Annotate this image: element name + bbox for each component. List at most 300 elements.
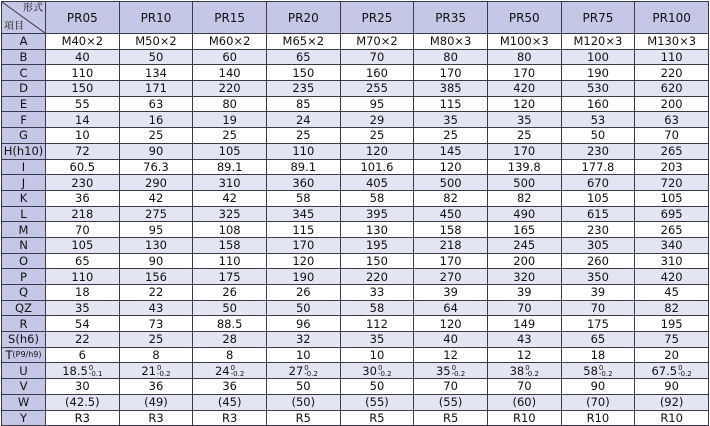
table-row xyxy=(2,347,709,363)
table-cell: 450 xyxy=(414,206,488,222)
dimension-table xyxy=(1,1,709,426)
table-row xyxy=(2,363,709,379)
table-cell: M100×3 xyxy=(487,34,561,50)
table-cell: (45) xyxy=(193,394,267,410)
row-label: L xyxy=(2,206,46,222)
row-label-fit: (P9/h9) xyxy=(12,350,42,360)
table-cell: 177.8 xyxy=(561,159,635,175)
table-cell: 18.5 0 -0.1 xyxy=(46,363,120,379)
table-cell: 25 xyxy=(414,128,488,144)
table-cell: 170 xyxy=(414,65,488,81)
table-cell: 70 xyxy=(414,379,488,395)
table-cell: 490 xyxy=(487,206,561,222)
table-cell: M120×3 xyxy=(561,34,635,50)
table-cell: 25 xyxy=(193,128,267,144)
table-cell: 50 xyxy=(119,49,193,65)
table-row xyxy=(2,222,709,238)
table-cell: 170 xyxy=(414,253,488,269)
table-cell: 25 xyxy=(340,128,414,144)
table-cell: 325 xyxy=(193,206,267,222)
table-row xyxy=(2,190,709,206)
row-label: W xyxy=(2,394,46,410)
table-row xyxy=(2,410,709,426)
table-cell: 63 xyxy=(635,112,709,128)
table-cell: M80×3 xyxy=(414,34,488,50)
corner-cell xyxy=(2,2,46,34)
table-cell: 105 xyxy=(635,190,709,206)
table-cell: 90 xyxy=(561,379,635,395)
table-cell: 24 xyxy=(266,112,340,128)
table-cell: 165 xyxy=(487,222,561,238)
table-cell: 80 xyxy=(414,49,488,65)
table-cell: 50 xyxy=(266,379,340,395)
table-cell: 25 xyxy=(119,128,193,144)
table-row xyxy=(2,143,709,159)
table-cell: 40 xyxy=(414,332,488,348)
table-row xyxy=(2,112,709,128)
table-cell: 90 xyxy=(119,143,193,159)
table-cell: 200 xyxy=(635,96,709,112)
table-cell: 405 xyxy=(340,175,414,191)
table-cell: 235 xyxy=(266,81,340,97)
column-header: PR05 xyxy=(46,2,120,34)
tolerance: 0 -0.2 xyxy=(678,364,692,379)
row-label: F xyxy=(2,112,46,128)
table-cell: 265 xyxy=(635,222,709,238)
row-label: G xyxy=(2,128,46,144)
table-cell: 67.5 0 -0.2 xyxy=(635,363,709,379)
table-cell: 110 xyxy=(46,269,120,285)
table-cell: M65×2 xyxy=(266,34,340,50)
table-cell: 275 xyxy=(119,206,193,222)
row-label: K xyxy=(2,190,46,206)
table-cell: 385 xyxy=(414,81,488,97)
table-cell: 195 xyxy=(635,316,709,332)
table-cell: R3 xyxy=(119,410,193,426)
table-cell: 43 xyxy=(119,300,193,316)
table-row xyxy=(2,332,709,348)
table-cell: 720 xyxy=(635,175,709,191)
table-cell: 160 xyxy=(561,96,635,112)
row-label: E xyxy=(2,96,46,112)
table-cell: 75 xyxy=(635,332,709,348)
table-cell: (60) xyxy=(487,394,561,410)
table-row xyxy=(2,269,709,285)
table-cell: 76.3 xyxy=(119,159,193,175)
row-label: B xyxy=(2,49,46,65)
table-cell: 21 0 -0.2 xyxy=(119,363,193,379)
table-cell: 105 xyxy=(561,190,635,206)
table-cell: 70 xyxy=(340,49,414,65)
table-cell: 14 xyxy=(46,112,120,128)
table-cell: 218 xyxy=(46,206,120,222)
table-cell: 105 xyxy=(193,143,267,159)
row-label: QZ xyxy=(2,300,46,316)
table-cell: 110 xyxy=(46,65,120,81)
table-cell: 85 xyxy=(266,96,340,112)
table-cell: 190 xyxy=(266,269,340,285)
corner-item-label: 項目 xyxy=(4,21,24,32)
table-cell: 134 xyxy=(119,65,193,81)
table-cell: 35 xyxy=(487,112,561,128)
table-cell: R3 xyxy=(193,410,267,426)
column-header: PR100 xyxy=(635,2,709,34)
table-cell: 58 xyxy=(340,300,414,316)
table-cell: 145 xyxy=(414,143,488,159)
table-cell: 500 xyxy=(487,175,561,191)
table-row xyxy=(2,159,709,175)
table-cell: 50 xyxy=(266,300,340,316)
table-cell: 200 xyxy=(487,253,561,269)
table-row xyxy=(2,285,709,301)
table-cell: 70 xyxy=(561,300,635,316)
row-label: T(P9/h9) xyxy=(2,347,46,363)
table-cell: 29 xyxy=(340,112,414,128)
table-row xyxy=(2,300,709,316)
table-cell: 130 xyxy=(340,222,414,238)
table-cell: 55 xyxy=(46,96,120,112)
table-cell: 140 xyxy=(193,65,267,81)
table-cell: 30 xyxy=(46,379,120,395)
table-cell: 105 xyxy=(46,237,120,253)
table-cell: M70×2 xyxy=(340,34,414,50)
table-cell: 65 xyxy=(46,253,120,269)
table-cell: 670 xyxy=(561,175,635,191)
column-header: PR10 xyxy=(119,2,193,34)
table-cell: 620 xyxy=(635,81,709,97)
table-cell: 310 xyxy=(193,175,267,191)
table-cell: 90 xyxy=(119,253,193,269)
table-cell: 290 xyxy=(119,175,193,191)
table-cell: 42 xyxy=(193,190,267,206)
table-cell: 32 xyxy=(266,332,340,348)
table-cell: R5 xyxy=(340,410,414,426)
table-cell: 53 xyxy=(561,112,635,128)
corner-model-label: 形式 xyxy=(23,3,43,14)
table-cell: 30 0 -0.2 xyxy=(340,363,414,379)
table-cell: 149 xyxy=(487,316,561,332)
table-cell: 260 xyxy=(561,253,635,269)
table-cell: (55) xyxy=(414,394,488,410)
tolerance: 0 -0.2 xyxy=(156,364,171,379)
table-cell: R5 xyxy=(414,410,488,426)
table-cell: 35 xyxy=(46,300,120,316)
row-label: J xyxy=(2,175,46,191)
table-cell: 18 xyxy=(561,347,635,363)
table-cell: 230 xyxy=(561,222,635,238)
table-cell: 50 xyxy=(193,300,267,316)
table-cell: 305 xyxy=(561,237,635,253)
table-row xyxy=(2,81,709,97)
table-cell: 89.1 xyxy=(193,159,267,175)
table-cell: 50 xyxy=(561,128,635,144)
tolerance: 0 -0.1 xyxy=(88,364,103,379)
table-cell: R3 xyxy=(46,410,120,426)
table-cell: 115 xyxy=(414,96,488,112)
table-cell: 58 xyxy=(266,190,340,206)
row-label: D xyxy=(2,81,46,97)
column-header: PR20 xyxy=(266,2,340,34)
row-label: A xyxy=(2,34,46,50)
column-header: PR75 xyxy=(561,2,635,34)
table-cell: M40×2 xyxy=(46,34,120,50)
table-cell: M50×2 xyxy=(119,34,193,50)
column-header: PR35 xyxy=(414,2,488,34)
table-cell: 170 xyxy=(266,237,340,253)
table-cell: 25 xyxy=(487,128,561,144)
row-label: O xyxy=(2,253,46,269)
table-cell: 8 xyxy=(193,347,267,363)
table-cell: 110 xyxy=(266,143,340,159)
table-cell: (55) xyxy=(340,394,414,410)
row-label: C xyxy=(2,65,46,81)
table-cell: R10 xyxy=(561,410,635,426)
table-row xyxy=(2,175,709,191)
table-cell: 530 xyxy=(561,81,635,97)
table-cell: 19 xyxy=(193,112,267,128)
tolerance: 0 -0.2 xyxy=(377,364,392,379)
table-cell: 95 xyxy=(340,96,414,112)
table-row xyxy=(2,379,709,395)
tolerance: 0 -0.2 xyxy=(230,364,245,379)
table-cell: 265 xyxy=(635,143,709,159)
table-body xyxy=(2,34,709,426)
table-cell: 170 xyxy=(487,65,561,81)
table-row xyxy=(2,394,709,410)
table-cell: 395 xyxy=(340,206,414,222)
table-cell: 63 xyxy=(119,96,193,112)
table-row xyxy=(2,316,709,332)
table-cell: R10 xyxy=(635,410,709,426)
table-cell: 50 xyxy=(340,379,414,395)
table-cell: 230 xyxy=(46,175,120,191)
table-cell: 39 xyxy=(487,285,561,301)
table-cell: 218 xyxy=(414,237,488,253)
table-cell: 10 xyxy=(266,347,340,363)
table-cell: 120 xyxy=(414,159,488,175)
table-cell: 195 xyxy=(340,237,414,253)
table-cell: 35 xyxy=(414,112,488,128)
table-cell: 695 xyxy=(635,206,709,222)
table-cell: 70 xyxy=(635,128,709,144)
table-row xyxy=(2,206,709,222)
table-cell: 345 xyxy=(266,206,340,222)
table-cell: 24 0 -0.2 xyxy=(193,363,267,379)
table-cell: (42.5) xyxy=(46,394,120,410)
table-cell: 150 xyxy=(46,81,120,97)
tolerance: 0 -0.2 xyxy=(598,364,613,379)
table-cell: (70) xyxy=(561,394,635,410)
table-cell: 64 xyxy=(414,300,488,316)
table-cell: 80 xyxy=(193,96,267,112)
table-cell: 22 xyxy=(119,285,193,301)
table-row xyxy=(2,34,709,50)
row-label: Y xyxy=(2,410,46,426)
table-cell: (50) xyxy=(266,394,340,410)
tolerance: 0 -0.2 xyxy=(304,364,318,379)
table-cell: 10 xyxy=(340,347,414,363)
table-cell: 115 xyxy=(266,222,340,238)
table-cell: 95 xyxy=(119,222,193,238)
table-cell: 120 xyxy=(266,253,340,269)
table-cell: 130 xyxy=(119,237,193,253)
table-cell: 203 xyxy=(635,159,709,175)
row-label: V xyxy=(2,379,46,395)
table-cell: 112 xyxy=(340,316,414,332)
table-cell: 340 xyxy=(635,237,709,253)
table-cell: 40 xyxy=(46,49,120,65)
table-row xyxy=(2,128,709,144)
row-label: H(h10) xyxy=(2,143,46,159)
table-cell: 175 xyxy=(193,269,267,285)
table-cell: 230 xyxy=(561,143,635,159)
table-cell: 88.5 xyxy=(193,316,267,332)
table-cell: 120 xyxy=(487,96,561,112)
table-cell: (49) xyxy=(119,394,193,410)
table-cell: 65 xyxy=(561,332,635,348)
table-cell: 350 xyxy=(561,269,635,285)
table-cell: 420 xyxy=(635,269,709,285)
table-cell: 320 xyxy=(487,269,561,285)
table-cell: 310 xyxy=(635,253,709,269)
table-cell: 45 xyxy=(635,285,709,301)
table-cell: 101.6 xyxy=(340,159,414,175)
table-cell: R5 xyxy=(266,410,340,426)
table-row xyxy=(2,65,709,81)
row-label: I xyxy=(2,159,46,175)
table-cell: 420 xyxy=(487,81,561,97)
table-cell: 26 xyxy=(193,285,267,301)
table-cell: 150 xyxy=(340,253,414,269)
table-cell: 58 xyxy=(340,190,414,206)
row-label: M xyxy=(2,222,46,238)
table-cell: 6 xyxy=(46,347,120,363)
table-cell: 39 xyxy=(561,285,635,301)
tolerance: 0 -0.2 xyxy=(525,364,539,379)
table-cell: 33 xyxy=(340,285,414,301)
table-cell: 82 xyxy=(414,190,488,206)
table-cell: 22 xyxy=(46,332,120,348)
table-row xyxy=(2,253,709,269)
row-label: Q xyxy=(2,285,46,301)
table-cell: R10 xyxy=(487,410,561,426)
table-cell: 70 xyxy=(487,379,561,395)
column-header: PR50 xyxy=(487,2,561,34)
table-cell: 500 xyxy=(414,175,488,191)
column-header: PR15 xyxy=(193,2,267,34)
table-cell: M60×2 xyxy=(193,34,267,50)
table-cell: M130×3 xyxy=(635,34,709,50)
table-cell: 43 xyxy=(487,332,561,348)
row-label: N xyxy=(2,237,46,253)
table-row xyxy=(2,49,709,65)
table-cell: 27 0 -0.2 xyxy=(266,363,340,379)
table-cell: 28 xyxy=(193,332,267,348)
table-cell: 60.5 xyxy=(46,159,120,175)
table-cell: 39 xyxy=(414,285,488,301)
table-cell: 158 xyxy=(193,237,267,253)
table-cell: 65 xyxy=(266,49,340,65)
table-cell: 220 xyxy=(340,269,414,285)
table-cell: (92) xyxy=(635,394,709,410)
table-cell: 72 xyxy=(46,143,120,159)
table-cell: 12 xyxy=(487,347,561,363)
table-cell: 220 xyxy=(193,81,267,97)
table-cell: 70 xyxy=(46,222,120,238)
table-cell: 16 xyxy=(119,112,193,128)
table-cell: 20 xyxy=(635,347,709,363)
table-cell: 35 xyxy=(340,332,414,348)
table-cell: 58 0 -0.2 xyxy=(561,363,635,379)
table-cell: 360 xyxy=(266,175,340,191)
table-cell: 160 xyxy=(340,65,414,81)
table-row xyxy=(2,96,709,112)
table-cell: 10 xyxy=(46,128,120,144)
table-cell: 615 xyxy=(561,206,635,222)
table-cell: 8 xyxy=(119,347,193,363)
table-cell: 38 0 -0.2 xyxy=(487,363,561,379)
table-cell: 220 xyxy=(635,65,709,81)
table-cell: 70 xyxy=(487,300,561,316)
table-cell: 36 xyxy=(119,379,193,395)
table-cell: 42 xyxy=(119,190,193,206)
table-cell: 82 xyxy=(635,300,709,316)
table-cell: 270 xyxy=(414,269,488,285)
table-cell: 25 xyxy=(119,332,193,348)
row-label: R xyxy=(2,316,46,332)
table-cell: 18 xyxy=(46,285,120,301)
table-cell: 156 xyxy=(119,269,193,285)
header-row xyxy=(2,2,709,34)
table-cell: 54 xyxy=(46,316,120,332)
table-cell: 158 xyxy=(414,222,488,238)
table-row xyxy=(2,237,709,253)
table-cell: 170 xyxy=(487,143,561,159)
table-cell: 25 xyxy=(266,128,340,144)
table-cell: 100 xyxy=(561,49,635,65)
table-cell: 89.1 xyxy=(266,159,340,175)
table-cell: 80 xyxy=(487,49,561,65)
row-label: P xyxy=(2,269,46,285)
tolerance: 0 -0.2 xyxy=(451,364,466,379)
table-cell: 175 xyxy=(561,316,635,332)
table-cell: 245 xyxy=(487,237,561,253)
table-cell: 120 xyxy=(340,143,414,159)
table-cell: 110 xyxy=(193,253,267,269)
table-cell: 36 xyxy=(46,190,120,206)
row-label: S(h6) xyxy=(2,332,46,348)
table-cell: 12 xyxy=(414,347,488,363)
table-cell: 36 xyxy=(193,379,267,395)
table-cell: 35 0 -0.2 xyxy=(414,363,488,379)
table-cell: 139.8 xyxy=(487,159,561,175)
table-cell: 110 xyxy=(635,49,709,65)
table-cell: 90 xyxy=(635,379,709,395)
table-cell: 150 xyxy=(266,65,340,81)
table-cell: 171 xyxy=(119,81,193,97)
table-cell: 82 xyxy=(487,190,561,206)
table-cell: 73 xyxy=(119,316,193,332)
table-cell: 60 xyxy=(193,49,267,65)
table-cell: 108 xyxy=(193,222,267,238)
table-cell: 190 xyxy=(561,65,635,81)
table-cell: 120 xyxy=(414,316,488,332)
row-label: U xyxy=(2,363,46,379)
table-cell: 26 xyxy=(266,285,340,301)
column-header: PR25 xyxy=(340,2,414,34)
table-cell: 96 xyxy=(266,316,340,332)
table-cell: 255 xyxy=(340,81,414,97)
